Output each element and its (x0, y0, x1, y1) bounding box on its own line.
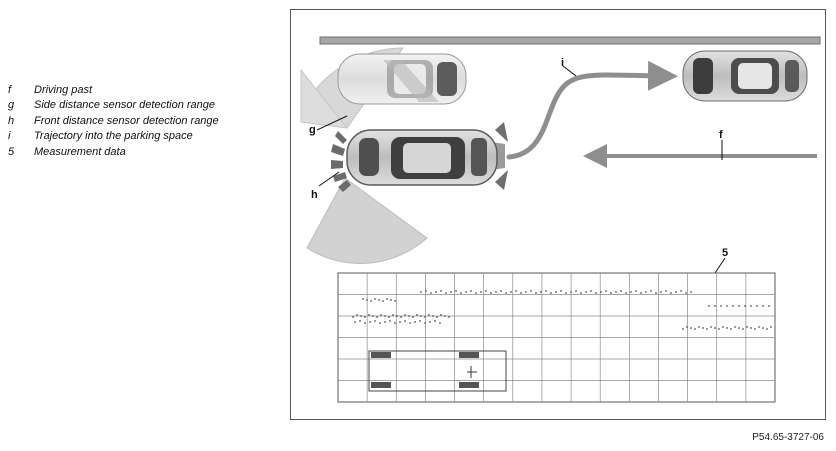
measurement-point (376, 316, 378, 318)
measurement-point (732, 305, 734, 307)
measurement-point (590, 290, 592, 292)
measurement-point (698, 326, 700, 328)
measurement-point (600, 291, 602, 293)
measurement-point (670, 292, 672, 294)
measurement-point (429, 321, 431, 323)
legend-item-f (8, 82, 219, 98)
measurement-point (386, 298, 388, 300)
measurement-point (425, 290, 427, 292)
legend-text: Driving past (34, 83, 93, 96)
measurement-point (750, 305, 752, 307)
measurement-point (400, 316, 402, 318)
callout-leader-5 (715, 258, 725, 273)
legend (8, 82, 219, 160)
measurement-point (708, 305, 710, 307)
measurement-point (685, 292, 687, 294)
measurement-point (420, 291, 422, 293)
measurement-point (702, 327, 704, 329)
measurement-point (394, 300, 396, 302)
measurement-point (372, 315, 374, 317)
measurement-point (374, 298, 376, 300)
measurement-point (394, 322, 396, 324)
callout-i: i (561, 57, 565, 69)
measurement-point (439, 322, 441, 324)
measurement-point (419, 320, 421, 322)
legend-text: Measurement data (34, 145, 126, 158)
measurement-point (436, 316, 438, 318)
measurement-point (665, 290, 667, 292)
measurement-point (368, 314, 370, 316)
measurement-point (706, 328, 708, 330)
measurement-point (450, 291, 452, 293)
measurement-point (570, 291, 572, 293)
measurement-point (374, 320, 376, 322)
measurement-point (364, 322, 366, 324)
measurement-point (762, 327, 764, 329)
measurement-point (448, 316, 450, 318)
measurement-point (756, 305, 758, 307)
measurement-point (356, 314, 358, 316)
document-code: P54.65-3727-06 (752, 432, 824, 443)
callout-f: f (719, 129, 723, 141)
measurement-point (515, 290, 517, 292)
measurement-point (495, 291, 497, 293)
measurement-point (675, 291, 677, 293)
measurement-point (575, 290, 577, 292)
measurement-point (565, 292, 567, 294)
measurement-point (369, 321, 371, 323)
measurement-point (722, 326, 724, 328)
measurement-point (412, 316, 414, 318)
measurement-point (389, 320, 391, 322)
measurement-point (720, 305, 722, 307)
measurement-point (530, 290, 532, 292)
measurement-point (746, 326, 748, 328)
measurement-point (380, 314, 382, 316)
measurement-point (762, 305, 764, 307)
measurement-point (555, 291, 557, 293)
measurement-point (362, 298, 364, 300)
measurement-point (360, 315, 362, 317)
measurement-point (768, 305, 770, 307)
measurement-point (682, 328, 684, 330)
callout-5: 5 (722, 247, 729, 259)
legend-item-h (8, 113, 219, 129)
measurement-data-grid (338, 273, 775, 402)
measurement-point (580, 292, 582, 294)
legend-text: Front distance sensor detection range (34, 114, 219, 127)
measurement-point (432, 315, 434, 317)
measurement-point (440, 290, 442, 292)
legend-text: Side distance sensor detection range (34, 99, 216, 112)
measurement-point (416, 314, 418, 316)
measurement-point (686, 326, 688, 328)
measurement-point (354, 321, 356, 323)
trajectory-arrow (509, 75, 663, 157)
measurement-point (660, 291, 662, 293)
callout-g: g (309, 124, 316, 136)
legend-key: f (8, 83, 12, 96)
measurement-point (505, 292, 507, 294)
measurement-point (500, 290, 502, 292)
legend-key: i (8, 130, 11, 143)
measurement-point (605, 290, 607, 292)
measurement-point (694, 328, 696, 330)
diagram-canvas (291, 10, 825, 419)
measurement-point (726, 305, 728, 307)
measurement-point (690, 291, 692, 293)
measurement-point (595, 292, 597, 294)
measurement-point (485, 290, 487, 292)
measurement-point (718, 328, 720, 330)
measurement-point (440, 314, 442, 316)
measurement-point (750, 327, 752, 329)
measurement-point (730, 328, 732, 330)
measurement-point (655, 292, 657, 294)
front-sensor-cone-lower (307, 178, 427, 263)
measurement-point (545, 290, 547, 292)
legend-key: g (8, 99, 15, 112)
measurement-point (409, 322, 411, 324)
measurement-point (714, 327, 716, 329)
measurement-point (445, 292, 447, 294)
measurement-point (460, 292, 462, 294)
ghost-car (338, 54, 466, 104)
measurement-point (392, 314, 394, 316)
measurement-point (550, 292, 552, 294)
measurement-point (465, 291, 467, 293)
main-car (347, 130, 497, 185)
measurement-point (366, 299, 368, 301)
legend-key: h (8, 114, 15, 127)
measurement-point (738, 305, 740, 307)
measurement-point (379, 322, 381, 324)
measurement-point (430, 292, 432, 294)
measurement-point (424, 322, 426, 324)
measurement-point (388, 316, 390, 318)
measurement-point (754, 328, 756, 330)
measurement-point (390, 299, 392, 301)
measurement-point (384, 315, 386, 317)
measurement-point (744, 305, 746, 307)
measurement-point (620, 290, 622, 292)
measurement-point (650, 290, 652, 292)
measurement-point (615, 291, 617, 293)
measurement-point (414, 321, 416, 323)
measurement-point (540, 291, 542, 293)
measurement-point (434, 320, 436, 322)
measurement-point (690, 327, 692, 329)
measurement-point (726, 327, 728, 329)
measurement-point (630, 291, 632, 293)
measurement-point (510, 291, 512, 293)
measurement-point (378, 299, 380, 301)
measurement-point (710, 326, 712, 328)
measurement-point (364, 316, 366, 318)
measurement-point (480, 291, 482, 293)
measurement-point (714, 305, 716, 307)
measurement-point (420, 315, 422, 317)
measurement-point (625, 292, 627, 294)
measurement-point (490, 292, 492, 294)
measurement-point (766, 328, 768, 330)
measurement-point (585, 291, 587, 293)
parked-car (683, 51, 807, 101)
measurement-point (742, 328, 744, 330)
measurement-point (758, 326, 760, 328)
legend-item-5 (8, 144, 219, 160)
measurement-point (444, 315, 446, 317)
measurement-point (424, 316, 426, 318)
measurement-point (404, 314, 406, 316)
measurement-point (396, 315, 398, 317)
parking-diagram (290, 9, 826, 420)
measurement-point (645, 291, 647, 293)
measurement-point (535, 292, 537, 294)
measurement-point (738, 327, 740, 329)
measurement-point (470, 290, 472, 292)
measurement-point (520, 292, 522, 294)
measurement-point (428, 314, 430, 316)
callout-h: h (311, 189, 318, 201)
measurement-point (635, 290, 637, 292)
measurement-point (382, 300, 384, 302)
callout-leader-i (563, 66, 576, 76)
measurement-point (610, 292, 612, 294)
measurement-point (404, 320, 406, 322)
measurement-point (734, 326, 736, 328)
measurement-point (680, 290, 682, 292)
measurement-point (770, 326, 772, 328)
measurement-point (352, 316, 354, 318)
wall (320, 37, 820, 44)
measurement-point (399, 321, 401, 323)
legend-key: 5 (8, 145, 15, 158)
legend-text: Trajectory into the parking space (34, 130, 193, 143)
legend-item-i (8, 129, 219, 145)
measurement-point (560, 290, 562, 292)
measurement-point (408, 315, 410, 317)
measurement-point (475, 292, 477, 294)
measurement-point (435, 291, 437, 293)
measurement-point (359, 320, 361, 322)
measurement-point (525, 291, 527, 293)
measurement-point (455, 290, 457, 292)
measurement-point (640, 292, 642, 294)
legend-item-g (8, 98, 219, 114)
measurement-point (384, 321, 386, 323)
measurement-point (370, 300, 372, 302)
